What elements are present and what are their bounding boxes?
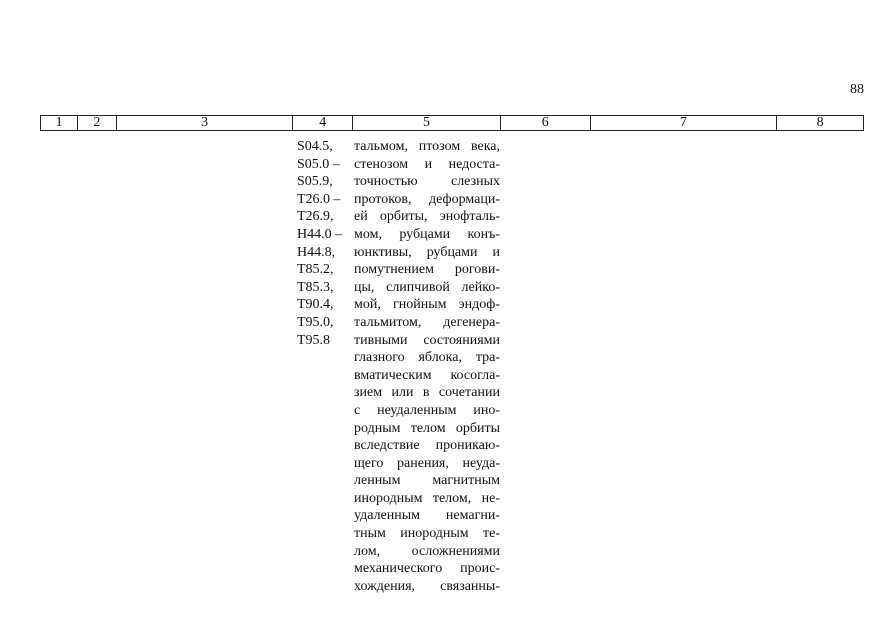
description-word: помутнением — [354, 262, 434, 278]
column-header-5: 5 — [353, 116, 501, 130]
code-line: T26.0 – — [297, 191, 341, 207]
column-header-4: 4 — [293, 116, 353, 130]
description-word: энофталь- — [439, 209, 500, 225]
description-word: слипчивой — [386, 279, 450, 295]
description-word: цы, — [354, 279, 375, 295]
description-word: и — [424, 156, 433, 172]
description-column — [354, 138, 500, 595]
description-word: протоков, — [354, 191, 412, 207]
description-word: с — [354, 402, 361, 418]
description-word: косогла- — [450, 367, 500, 383]
column-header-7: 7 — [591, 116, 778, 130]
code-line: S05.9, — [297, 174, 333, 190]
description-word: связанны- — [440, 578, 500, 594]
description-word: гнойным — [393, 297, 447, 313]
description-word: лом, — [354, 543, 381, 559]
description-word: птозом — [418, 139, 461, 154]
description-word: хождения, — [354, 578, 416, 594]
description-line — [354, 296, 500, 314]
description-word: вматическим — [354, 367, 432, 383]
description-word: немагни- — [445, 508, 500, 524]
column-header-1: 1 — [41, 116, 78, 130]
description-word: эндоф- — [458, 297, 500, 313]
description-line — [354, 420, 500, 438]
description-line — [354, 525, 500, 543]
column-header-8: 8 — [816, 115, 824, 130]
description-word: неудаленным — [377, 402, 457, 418]
description-line — [354, 156, 500, 174]
description-line — [354, 455, 500, 473]
description-word: рубцами — [399, 226, 451, 242]
description-word: деформаци- — [429, 191, 500, 207]
description-word: родным — [354, 420, 401, 436]
diagnosis-codes-column — [297, 138, 355, 349]
description-word: века, — [470, 139, 500, 154]
column-header-2: 2 — [78, 116, 117, 130]
description-line — [354, 332, 500, 350]
description-line — [354, 138, 500, 156]
description-word: слезных — [450, 174, 500, 190]
description-word: конъ- — [467, 226, 500, 242]
description-word: глазного — [354, 350, 405, 366]
description-word: тальмитом, — [354, 314, 422, 330]
description-word: те- — [482, 526, 500, 542]
description-word: или — [391, 385, 414, 401]
description-line — [354, 560, 500, 578]
description-word: юнктивы, — [354, 244, 412, 260]
description-word: проникаю- — [435, 438, 500, 454]
description-word: тивными — [354, 332, 408, 348]
description-line — [354, 384, 500, 402]
description-line — [354, 437, 500, 455]
description-word: щего — [354, 455, 384, 471]
description-word: инородным — [354, 490, 423, 506]
description-word: не- — [481, 490, 500, 506]
description-line — [354, 472, 500, 490]
description-word: зием — [354, 385, 383, 401]
description-word: тра- — [475, 350, 500, 366]
description-word: тным — [354, 526, 386, 542]
description-word: в — [422, 385, 430, 401]
description-line — [354, 314, 500, 332]
description-line — [354, 543, 500, 561]
description-word: ленным — [354, 473, 401, 489]
description-line — [354, 349, 500, 367]
description-line — [354, 244, 500, 262]
page-number: 88 — [850, 82, 864, 97]
description-word: осложнениями — [411, 543, 500, 559]
column-header-3: 3 — [117, 116, 294, 130]
description-line — [354, 490, 500, 508]
description-word: вследствие — [354, 438, 420, 454]
code-line: T85.2, — [297, 262, 334, 278]
description-line — [354, 578, 500, 596]
description-word: неуда- — [462, 455, 500, 471]
code-line: H44.0 – — [297, 226, 343, 242]
code-line: S04.5, — [297, 139, 333, 154]
description-line — [354, 402, 500, 420]
description-word: недоста- — [448, 156, 500, 172]
description-word: проис- — [460, 561, 500, 577]
table-header-row — [40, 115, 864, 131]
description-word: рогови- — [454, 262, 500, 278]
description-word: стенозом — [354, 156, 409, 172]
description-word: точностью — [354, 174, 418, 190]
description-word: сочетании — [438, 385, 500, 401]
description-word: дегенера- — [443, 314, 500, 330]
description-word: лейко- — [461, 279, 500, 295]
description-word: орбиты, — [379, 209, 428, 225]
code-line: H44.8, — [297, 244, 336, 260]
description-line — [354, 226, 500, 244]
description-word: телом — [410, 420, 446, 436]
code-line: T95.0, — [297, 314, 334, 330]
description-word: ей — [354, 209, 368, 225]
code-line: T95.8 — [297, 332, 331, 348]
description-word: механического — [354, 561, 443, 577]
column-header-6: 6 — [501, 116, 591, 130]
description-word: и — [492, 244, 500, 260]
description-word: ранения, — [397, 455, 449, 471]
description-line — [354, 507, 500, 525]
description-word: магнитным — [432, 473, 500, 489]
description-line — [354, 173, 500, 191]
code-line: S05.0 – — [297, 156, 340, 172]
code-line: T26.9, — [297, 209, 334, 225]
description-word: ино- — [473, 402, 500, 418]
description-line — [354, 208, 500, 226]
description-word: тальмом, — [354, 139, 408, 154]
description-word: мой, — [354, 297, 381, 313]
description-word: инородным — [400, 526, 469, 542]
description-word: состояниями — [423, 332, 500, 348]
description-line — [354, 191, 500, 209]
description-word: мом, — [354, 226, 382, 242]
description-word: орбиты — [455, 420, 500, 436]
description-line — [354, 279, 500, 297]
description-word: телом, — [432, 490, 472, 506]
description-line — [354, 367, 500, 385]
description-word: удаленным — [354, 508, 421, 524]
code-line: T90.4, — [297, 297, 334, 313]
description-word: рубцами — [426, 244, 478, 260]
description-line — [354, 261, 500, 279]
description-word: яблока, — [418, 350, 462, 366]
code-line: T85.3, — [297, 279, 334, 295]
